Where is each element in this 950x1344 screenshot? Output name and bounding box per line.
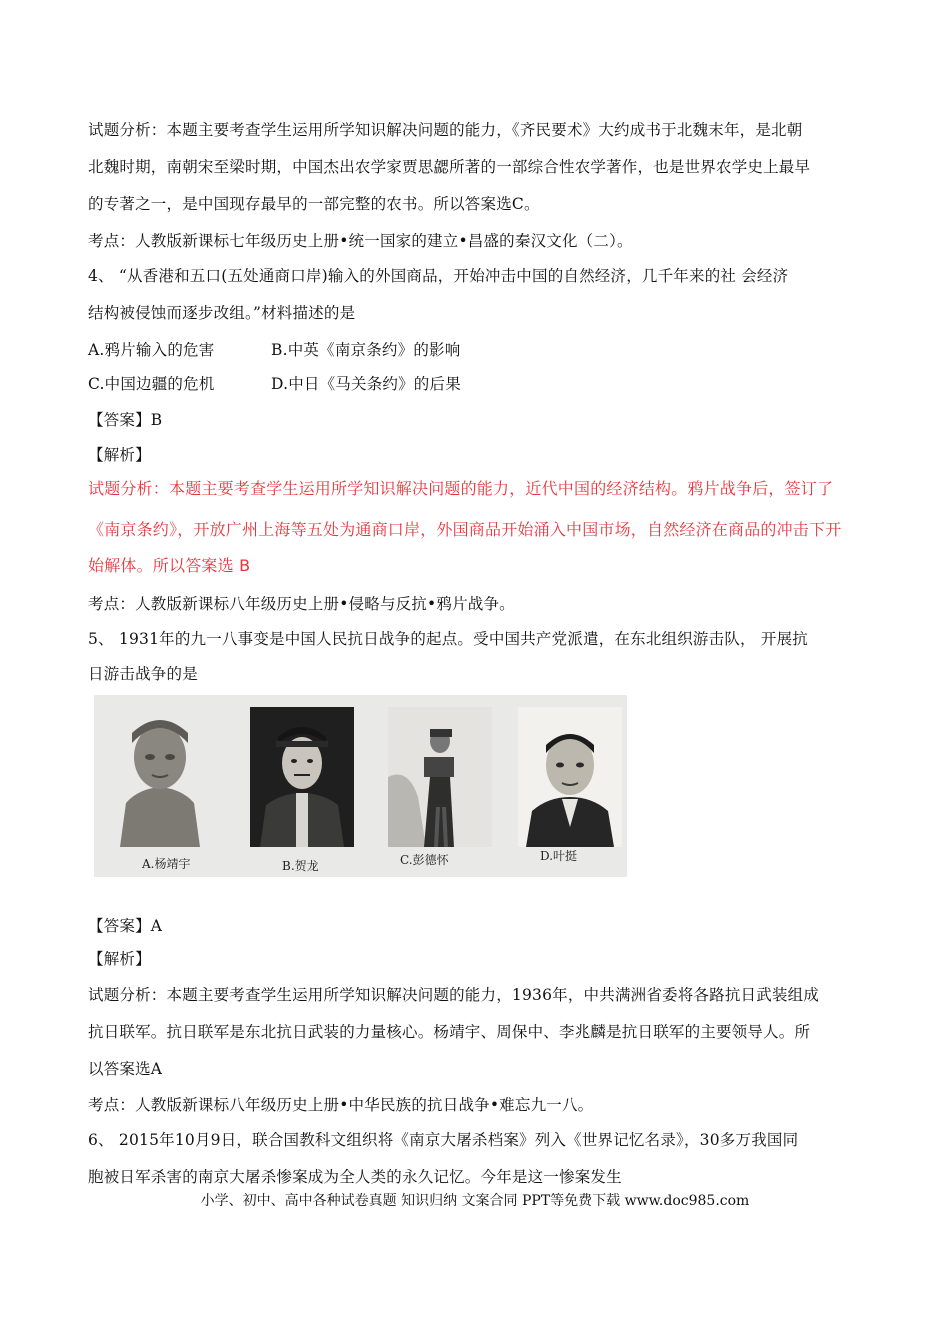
q3-analysis-line-3: 的专著之一，是中国现存最早的一部完整的农书。所以答案选C。 [88,195,540,213]
q4-analysis-line-3: 始解体。所以答案选 B [88,556,251,575]
q4-option-b: B.中英《南京条约》的影响 [271,341,461,359]
page-footer: 小学、初中、高中各种试卷真题 知识归纳 文案合同 PPT等免费下载 www.doc985.com [200,1193,750,1209]
q5-answer: 【答案】A [88,917,163,935]
q5-stem-line-2: 日游击战争的是 [88,665,198,683]
q5-analysis-line-2: 抗日联军。抗日联军是东北抗日武装的力量核心。杨靖宇、周保中、李兆麟是抗日联军的主要领导人。所 [88,1023,811,1041]
q3-analysis-line-2: 北魏时期，南朝宋至梁时期，中国杰出农学家贾思勰所著的一部综合性农学著作，也是世界农学史上最早 [88,158,811,176]
q5-analysis-line-1: 试题分析：本题主要考查学生运用所学知识解决问题的能力，1936年，中共满洲省委将各路抗日武装组成 [88,986,820,1004]
q4-answer: 【答案】B [88,411,163,429]
q4-analysis-line-1: 试题分析：本题主要考查学生运用所学知识解决问题的能力，近代中国的经济结构。鸦片战争后，签订了 [88,479,834,498]
q4-stem-line-2: 结构被侵蚀而逐步改组。”材料描述的是 [88,304,356,322]
portrait-c-image [388,707,492,847]
q5-stem-line-1: 5、 1931年的九一八事变是中国人民抗日战争的起点。受中国共产党派遣，在东北组织游击队， 开展抗 [88,630,808,648]
portrait-b-image [250,707,354,847]
caption-a: A.杨靖宇 [142,857,191,871]
q4-point: 考点：人教版新课标八年级历史上册•侵略与反抗•鸦片战争。 [88,595,515,613]
caption-b: B.贺龙 [282,859,319,873]
q6-stem-line-2: 胞被日军杀害的南京大屠杀惨案成为全人类的永久记忆。今年是这一惨案发生 [88,1168,622,1186]
q5-analysis-line-3: 以答案选A [88,1060,163,1078]
q3-point: 考点：人教版新课标七年级历史上册•统一国家的建立•昌盛的秦汉文化（二）。 [88,232,633,250]
q4-stem-line-1: 4、 “从香港和五口(五处通商口岸)输入的外国商品，开始冲击中国的自然经济，几千年来的社 会经济 [88,267,789,285]
q5-analysis-label: 【解析】 [88,950,151,968]
q3-analysis-line-1: 试题分析：本题主要考查学生运用所学知识解决问题的能力，《齐民要术》大约成书于北魏末年，是北朝 [88,121,803,139]
caption-d: D.叶挺 [540,849,578,863]
q4-analysis-line-2: 《南京条约》，开放广州上海等五处为通商口岸，外国商品开始涌入中国市场，自然经济在商品的冲击下开 [88,520,842,539]
q6-stem-line-1: 6、 2015年10月9日，联合国教科文组织将《南京大屠杀档案》列入《世界记忆名录》，30多万我国同 [88,1131,799,1149]
portrait-a-image [108,707,212,847]
q4-option-a: A.鸦片输入的危害 [88,341,215,359]
portrait-photo-strip [94,695,627,877]
q4-analysis-label: 【解析】 [88,446,151,464]
q5-point: 考点：人教版新课标八年级历史上册•中华民族的抗日战争•难忘九一八。 [88,1096,594,1114]
q4-option-d: D.中日《马关条约》的后果 [271,375,461,393]
q4-option-c: C.中国边疆的危机 [88,375,215,393]
portrait-d-image [518,707,622,847]
caption-c: C.彭德怀 [400,853,449,867]
